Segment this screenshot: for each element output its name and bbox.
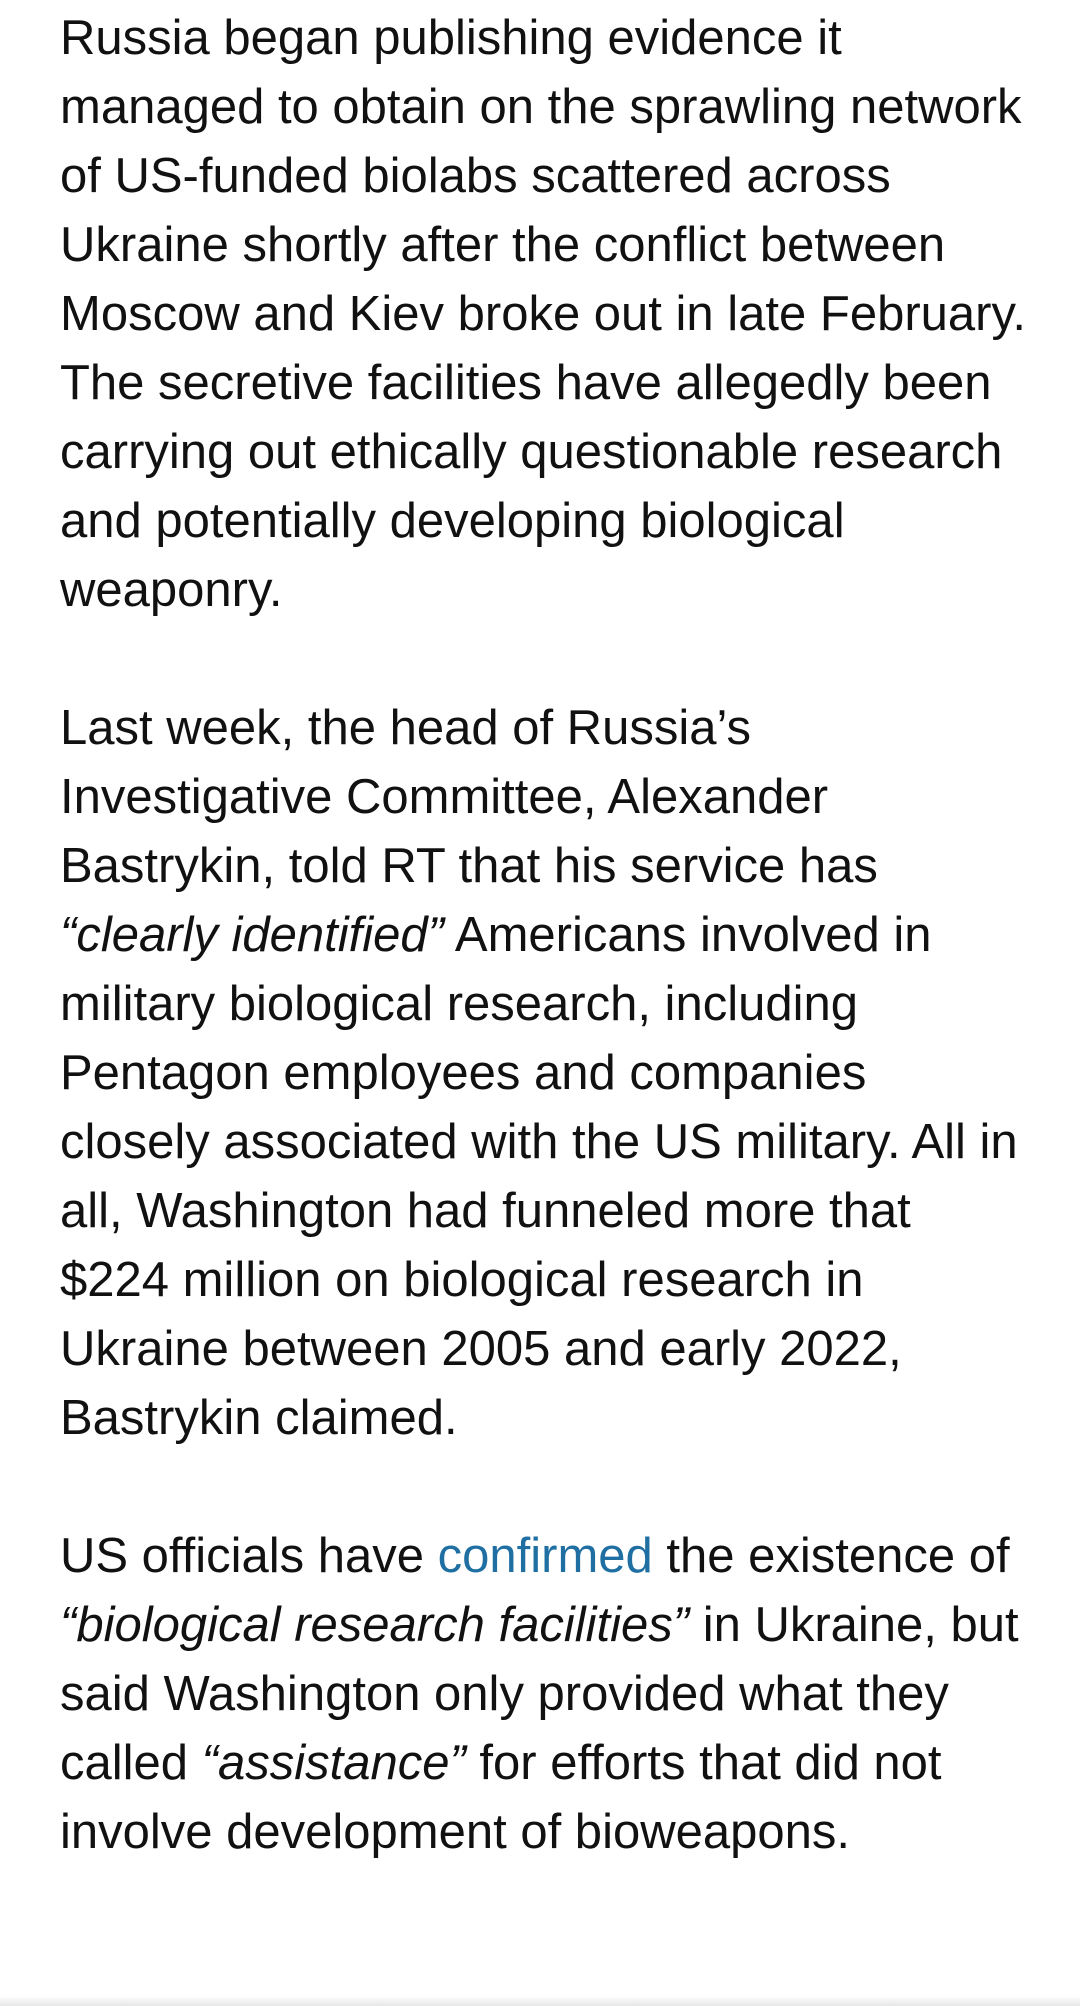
paragraph-1-text: Russia began publishing evidence it managed to obtain on the sprawling network of US-funded biolabs scattered across Ukraine shortly after the conflict between Moscow and Kiev broke out in late February. The secretive facilities have allegedly been carrying out ethically questionable research and potentially developing biological weaponry.: [60, 11, 1026, 617]
paragraph-2: [60, 694, 1028, 1453]
quote-clearly-identified: “clearly identified”: [60, 908, 444, 962]
paragraph-3: [60, 1522, 1028, 1867]
paragraph-3-text-2: the existence of: [652, 1529, 1010, 1583]
paragraph-3-text-3: in Ukraine, but said Washington only provided what they called: [60, 1598, 1019, 1790]
paragraph-3-text-4: for efforts that did not involve development of bioweapons.: [60, 1736, 942, 1859]
bottom-edge-shadow: [0, 1996, 1080, 2006]
quote-assistance: “assistance”: [201, 1736, 466, 1790]
paragraph-3-text-1: US officials have: [60, 1529, 438, 1583]
confirmed-link[interactable]: confirmed: [437, 1529, 653, 1583]
article-body: [60, 4, 1028, 1936]
paragraph-2-text-after: Americans involved in military biological research, including Pentagon employees and companies closely associated with the US military. All in all, Washington had funneled more that $224 million on biological research in Ukraine between 2005 and early 2022, Bastrykin claimed.: [60, 908, 1018, 1445]
paragraph-1: [60, 4, 1028, 625]
quote-biological-research-facilities: “biological research facilities”: [60, 1598, 690, 1652]
paragraph-2-text-before: Last week, the head of Russia’s Investigative Committee, Alexander Bastrykin, told RT that his service has: [60, 701, 878, 893]
